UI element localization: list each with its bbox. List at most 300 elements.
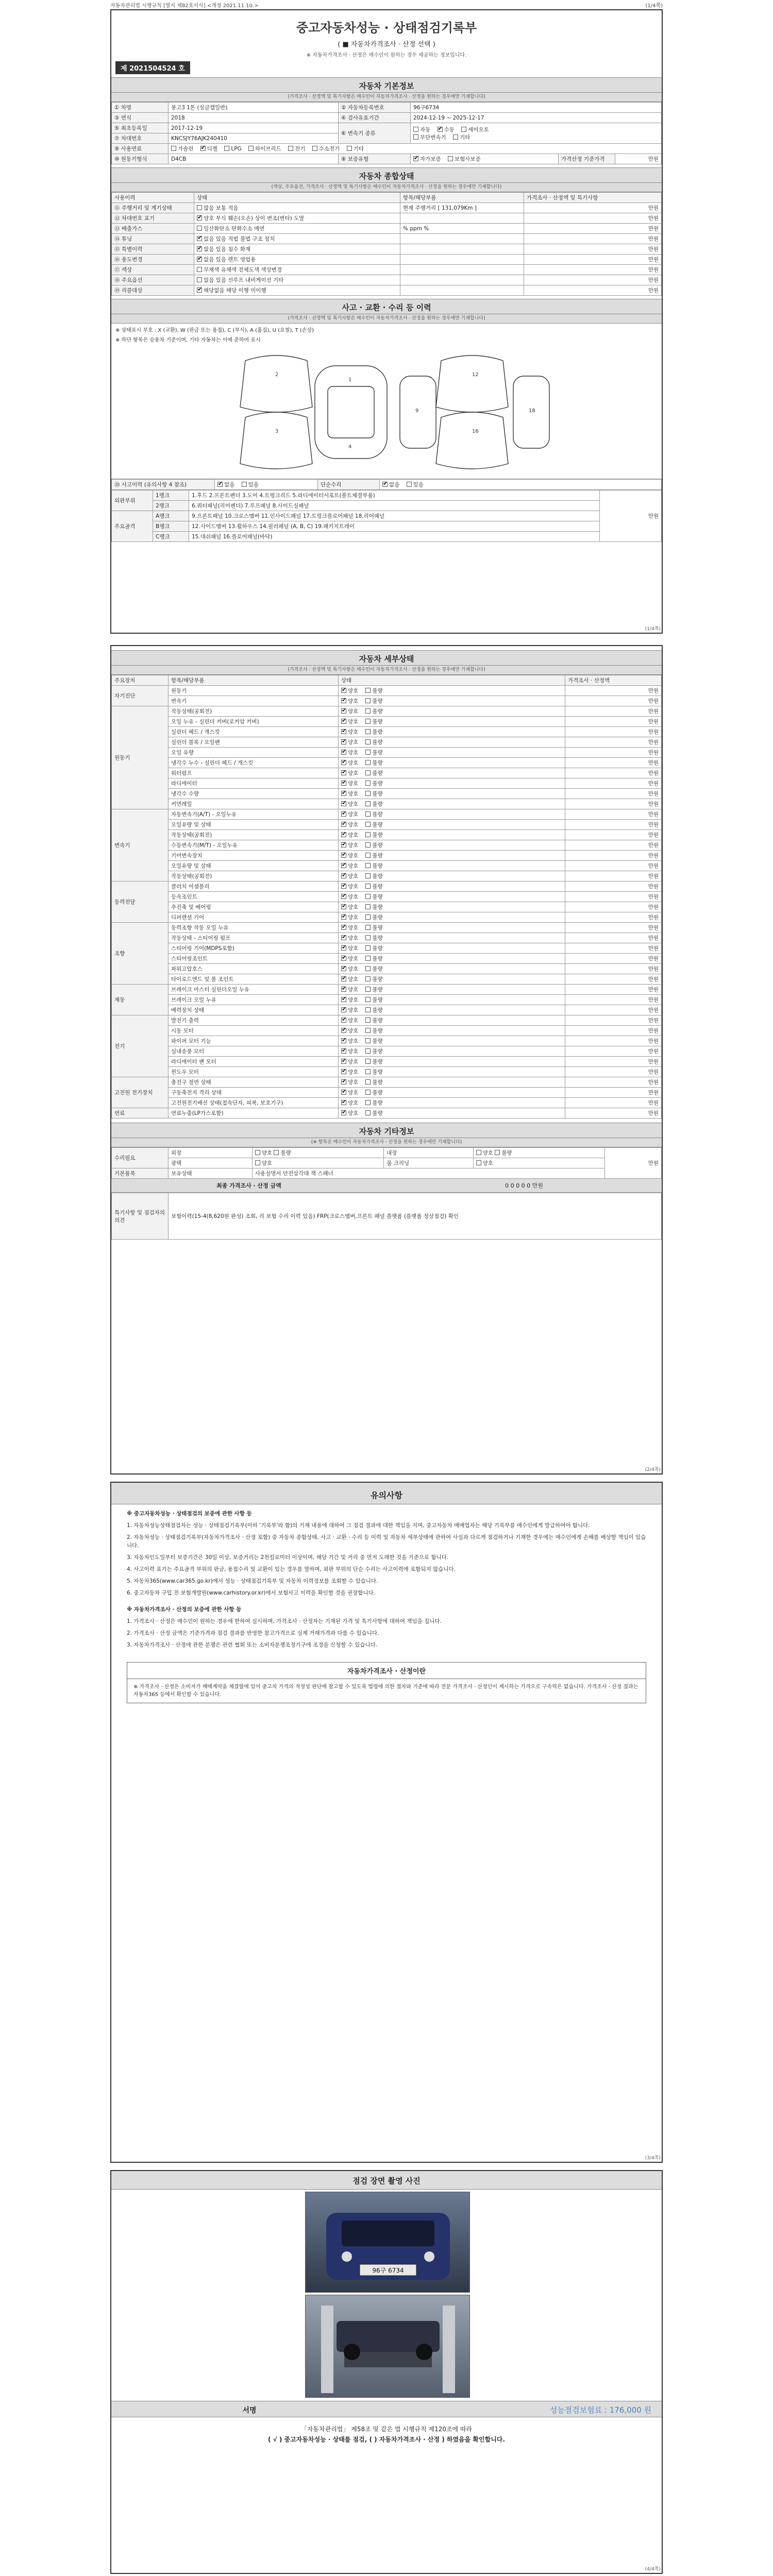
state-option-label: 불량 — [372, 801, 383, 807]
appraisal-unit: 만원 — [565, 686, 662, 696]
device-group-label: 전기 — [112, 1015, 169, 1077]
checkbox-icon[interactable] — [365, 956, 371, 961]
state-option-label: 양호 — [348, 1018, 359, 1024]
state-cell — [339, 758, 565, 768]
table-row — [112, 706, 662, 717]
col-usage: 사용이력 — [112, 193, 194, 203]
checkbox-icon[interactable] — [365, 791, 371, 796]
state-cell — [339, 851, 565, 861]
overall-status-table — [111, 192, 662, 296]
checkbox-icon[interactable] — [365, 1090, 371, 1095]
appraisal-unit: 만원 — [565, 1108, 662, 1118]
state-cell — [339, 995, 565, 1005]
part-label: 브레이크 마스터 실린더오일 누유 — [169, 985, 339, 995]
appraisal-definition-title: 자동차가격조사 · 산정이란 — [127, 1662, 646, 1679]
price-basis-label: 가격산정 기준가격 — [559, 154, 615, 164]
form-header — [110, 1, 663, 9]
state-option-label: 양호 — [348, 966, 359, 972]
checkbox-icon[interactable] — [365, 1038, 371, 1043]
checkbox-icon[interactable] — [312, 146, 317, 151]
state-option-label: 양호 — [348, 729, 359, 735]
checkbox-checked-icon[interactable] — [217, 482, 223, 487]
checkbox-checked-icon[interactable] — [341, 760, 346, 765]
state-option-label: 불량 — [372, 750, 383, 756]
svg-text:3: 3 — [275, 429, 279, 434]
checkbox-checked-icon[interactable] — [341, 1007, 346, 1012]
checkbox-checked-icon[interactable] — [341, 894, 346, 899]
part-label: 동력조향 작동 오일 누유 — [169, 923, 339, 933]
table-row — [112, 974, 662, 985]
appraisal-unit: 만원 — [565, 758, 662, 768]
accident-legend-2: ※ 하단 항목은 승용차 기준이며, 기타 자동차는 이에 준하여 표시 — [115, 337, 261, 343]
checkbox-icon[interactable] — [495, 1150, 500, 1155]
basic-info-table — [111, 102, 662, 164]
checkbox-icon[interactable] — [365, 842, 371, 848]
checkbox-icon[interactable] — [365, 945, 371, 951]
checkbox-icon[interactable] — [413, 127, 418, 132]
checkbox-icon[interactable] — [365, 750, 371, 755]
svg-text:4: 4 — [348, 444, 352, 450]
checkbox-icon[interactable] — [365, 914, 371, 920]
checkbox-icon[interactable] — [365, 925, 371, 930]
checkbox-icon[interactable] — [365, 801, 371, 806]
accident-history-note: (가격조사 · 산정액 및 특기사항은 매수인이 자동차가격조사 · 산정을 원하는 경우에만 기재합니다) — [111, 314, 662, 324]
appraisal-unit: 만원 — [565, 1057, 662, 1067]
appraisal-unit: 만원 — [565, 1046, 662, 1057]
special-notes-table — [111, 1193, 662, 1240]
part-label: 추진축 및 베어링 — [169, 902, 339, 912]
notice-paragraph: 3. 자동차가격조사 · 산정에 관한 분쟁은 관련 협회 또는 소비자분쟁조정기구에 조정을 신청할 수 있습니다. — [127, 1642, 378, 1648]
checkbox-checked-icon[interactable] — [341, 770, 346, 775]
checkbox-checked-icon[interactable] — [341, 853, 346, 858]
checkbox-checked-icon[interactable] — [341, 914, 346, 920]
checkbox-icon[interactable] — [197, 205, 202, 210]
reg-value: 96구6734 — [411, 103, 662, 113]
checkbox-checked-icon[interactable] — [341, 739, 346, 744]
plate-text: 96구 6734 — [372, 2267, 404, 2274]
accident-history-header: 사고 · 교환 · 수리 등 이력 — [111, 299, 662, 314]
checkbox-checked-icon[interactable] — [341, 1028, 346, 1033]
part-label: 라디에이터 팬 모터 — [169, 1057, 339, 1067]
checkbox-icon[interactable] — [453, 134, 458, 140]
appraisal-unit: 만원 — [565, 768, 662, 778]
checkbox-checked-icon[interactable] — [341, 1079, 346, 1084]
checkbox-icon[interactable] — [413, 134, 418, 140]
part-label: 고전원전기배선 상태(접속단자, 피복, 보호기구) — [169, 1098, 339, 1108]
appraisal-unit: 만원 — [565, 851, 662, 861]
insurance-fee: 성능점검보험료 : 176,000 원 — [549, 2405, 651, 2415]
car-front-photo — [306, 2192, 470, 2293]
checkbox-icon[interactable] — [365, 719, 371, 724]
checkbox-icon[interactable] — [248, 146, 254, 151]
col-state: 상태 — [339, 675, 565, 686]
checkbox-icon[interactable] — [365, 1028, 371, 1033]
checkbox-checked-icon[interactable] — [341, 1038, 346, 1043]
page-3 — [110, 1482, 663, 2163]
state-option-label: 불량 — [372, 914, 383, 921]
appraisal-unit: 만원 — [565, 840, 662, 851]
part-label: 변속기 — [169, 696, 339, 706]
page-title: 중고자동차성능 · 상태점검기록부 — [296, 21, 477, 35]
col-device: 주요장치 — [112, 675, 169, 686]
document-number: 제 2021504524 호 — [115, 61, 190, 74]
part-label: 브레이크 오일 누유 — [169, 995, 339, 1005]
checkbox-checked-icon[interactable] — [341, 966, 346, 971]
table-row: B랭크 12.사이드멤버 13.휠하우스 14.필러패널 (A, B, C) 19.패키지트레이 — [112, 521, 662, 532]
page-2 — [110, 645, 663, 1475]
svg-text:12: 12 — [472, 372, 479, 378]
state-option-label: 양호 — [348, 1069, 359, 1075]
part-label: 작동상태(공회전) — [169, 830, 339, 840]
table-row — [112, 758, 662, 768]
state-option-label: 양호 — [348, 956, 359, 962]
price-basis-unit: 만원 — [615, 154, 662, 164]
appraisal-unit: 만원 — [565, 954, 662, 964]
checkbox-icon[interactable] — [365, 873, 371, 878]
table-row: 수리필요 외장 양호 불량 내장 양호 불량 만원 — [112, 1148, 662, 1158]
checkbox-checked-icon[interactable] — [341, 791, 346, 796]
table-row — [112, 696, 662, 706]
checkbox-icon[interactable] — [365, 708, 371, 714]
state-option-label: 양호 — [348, 894, 359, 900]
part-label: 와이퍼 모터 기능 — [169, 1036, 339, 1046]
state-option-label: 불량 — [372, 925, 383, 931]
checkbox-icon[interactable] — [365, 822, 371, 827]
checkbox-checked-icon[interactable] — [197, 246, 202, 251]
etc-info-note: (※ 항목은 매수인이 자동차가격조사 · 산정을 원하는 경우에만 기재합니다) — [111, 1138, 662, 1147]
checkbox-icon[interactable] — [365, 1048, 371, 1054]
checkbox-icon[interactable] — [365, 698, 371, 703]
state-cell — [339, 768, 565, 778]
state-cell — [339, 1098, 565, 1108]
table-row: ⑱ 주요옵션 없음 있음 선루프 내비게이션 기타 만원 — [112, 275, 662, 285]
state-option-label: 불량 — [372, 811, 383, 818]
checkbox-icon[interactable] — [365, 1018, 371, 1023]
checkbox-icon[interactable] — [365, 1059, 371, 1064]
state-option-label: 양호 — [348, 987, 359, 993]
state-cell — [339, 1077, 565, 1088]
table-row — [112, 1067, 662, 1077]
state-cell — [339, 933, 565, 943]
part-label: 실린더 블록 / 오일팬 — [169, 737, 339, 748]
checkbox-icon[interactable] — [365, 1110, 371, 1115]
checkbox-icon[interactable] — [365, 811, 371, 817]
checkbox-checked-icon[interactable] — [341, 1069, 346, 1074]
state-cell — [339, 809, 565, 820]
device-group-label: 고전원 전기장치 — [112, 1077, 169, 1108]
state-cell — [339, 1026, 565, 1036]
part-label: 구동축전지 격리 상태 — [169, 1088, 339, 1098]
vin-label: ⑦ 차대번호 — [112, 133, 169, 144]
appraisal-unit: 만원 — [565, 882, 662, 892]
checkbox-checked-icon[interactable] — [341, 1018, 346, 1023]
checkbox-icon[interactable] — [407, 482, 412, 487]
state-option-label: 양호 — [348, 708, 359, 715]
table-row — [112, 943, 662, 954]
checkbox-icon[interactable] — [365, 976, 371, 981]
checkbox-icon[interactable] — [347, 146, 352, 151]
checkbox-icon[interactable] — [365, 1069, 371, 1074]
special-notes-value: 보험이력(15-4(8,620원 완성) 조회, 리 보험 수리 이력 있음) FRP(크로스멤버,프론트 패널 플랫폼 (플랫폼 정상점검) 확인 — [169, 1193, 662, 1240]
checkbox-checked-icon[interactable] — [341, 698, 346, 703]
col-part: 항목/해당부품 — [169, 675, 339, 686]
appraisal-unit: 만원 — [565, 696, 662, 706]
checkbox-checked-icon[interactable] — [341, 935, 346, 940]
checkbox-checked-icon[interactable] — [341, 925, 346, 930]
checkbox-checked-icon[interactable] — [197, 257, 202, 262]
part-label: 스티어링 기어(MDPS포함) — [169, 943, 339, 954]
state-option-label: 양호 — [348, 1079, 359, 1086]
confirmation-line-1: 「자동차관리법」 제58조 및 같은 법 시행규칙 제120조에 따라 — [300, 2426, 473, 2433]
state-option-label: 불량 — [372, 945, 383, 952]
part-label: 타이로드엔드 및 볼 조인트 — [169, 974, 339, 985]
period-label: ④ 검사유효기간 — [339, 113, 411, 123]
checkbox-icon[interactable] — [197, 226, 202, 231]
table-row — [112, 851, 662, 861]
state-option-label: 불량 — [372, 1079, 383, 1086]
checkbox-icon[interactable] — [224, 146, 229, 151]
checkbox-checked-icon[interactable] — [341, 997, 346, 1002]
checkbox-icon[interactable] — [365, 1100, 371, 1105]
part-label: 충전구 절연 상태 — [169, 1077, 339, 1088]
state-option-label: 불량 — [372, 729, 383, 735]
part-label: 작동상태(공회전) — [169, 706, 339, 717]
state-option-label: 양호 — [348, 832, 359, 838]
state-option-label: 불량 — [372, 842, 383, 849]
checkbox-checked-icon[interactable] — [341, 1059, 346, 1064]
svg-text:16: 16 — [472, 429, 479, 434]
checkbox-checked-icon[interactable] — [341, 1090, 346, 1095]
checkbox-icon[interactable] — [242, 482, 247, 487]
appraisal-unit: 만원 — [565, 1015, 662, 1026]
part-label: 오일유량 및 상태 — [169, 861, 339, 871]
checkbox-checked-icon[interactable] — [341, 719, 346, 724]
checkbox-icon[interactable] — [365, 987, 371, 992]
part-label: 클러치 어셈블리 — [169, 882, 339, 892]
state-option-label: 양호 — [348, 1110, 359, 1116]
checkbox-icon[interactable] — [274, 1150, 279, 1155]
notice-title: 유의사항 — [111, 1483, 662, 1504]
checkbox-icon[interactable] — [365, 884, 371, 889]
etc-info-header: 자동차 기타정보 — [111, 1123, 662, 1138]
signature-label: 서명 — [242, 2406, 257, 2415]
state-cell — [339, 1057, 565, 1067]
checkbox-checked-icon[interactable] — [382, 482, 388, 487]
checkbox-icon[interactable] — [476, 1150, 481, 1155]
basic-info-header: 자동차 기본정보 — [111, 77, 662, 93]
status-cell: 일산화탄소 탄화수소 매연 — [194, 224, 400, 234]
table-row — [112, 912, 662, 923]
form-header-left: 자동차관리법 시행규칙 [별지 제82호서식] <개정 2021.11.10.> — [110, 3, 259, 9]
final-appraisal-value: 0 0 0 0 0 만원 — [386, 1179, 662, 1192]
checkbox-checked-icon[interactable] — [438, 127, 443, 132]
state-option-label: 양호 — [348, 873, 359, 879]
year-label: ③ 연식 — [112, 113, 169, 123]
appraisal-unit: 만원 — [565, 933, 662, 943]
checkbox-icon[interactable] — [365, 853, 371, 858]
frame-label: 주요골격 — [112, 511, 153, 542]
part-label: 발전기 출력 — [169, 1015, 339, 1026]
vin-value: KNCSJY76AJK240410 — [169, 133, 339, 144]
checkbox-icon[interactable] — [461, 127, 466, 132]
checkbox-checked-icon[interactable] — [341, 842, 346, 848]
state-cell — [339, 727, 565, 737]
state-option-label: 불량 — [372, 1007, 383, 1013]
table-row: ⑫ 차대번호 표기 ✔ 양호 부식 훼손(오손) 상이 변조(변타) 도말 만원 — [112, 213, 662, 224]
checkbox-checked-icon[interactable] — [341, 750, 346, 755]
checkbox-icon[interactable] — [365, 894, 371, 899]
checkbox-icon[interactable] — [255, 1150, 260, 1155]
signature-row — [111, 2401, 662, 2417]
table-row — [112, 882, 662, 892]
table-row — [112, 717, 662, 727]
checkbox-icon[interactable] — [365, 863, 371, 868]
checkbox-icon[interactable] — [365, 966, 371, 971]
checkbox-icon[interactable] — [365, 729, 371, 734]
part-label: 시동 모터 — [169, 1026, 339, 1036]
state-cell — [339, 1005, 565, 1015]
state-option-label: 양호 — [348, 1048, 359, 1055]
state-option-label: 양호 — [348, 698, 359, 704]
checkbox-icon[interactable] — [365, 781, 371, 786]
appraisal-unit: 만원 — [565, 923, 662, 933]
checkbox-checked-icon[interactable] — [341, 832, 346, 837]
checkbox-icon[interactable] — [476, 1160, 481, 1165]
state-option-label: 양호 — [348, 1028, 359, 1034]
checkbox-checked-icon[interactable] — [341, 976, 346, 981]
checkbox-icon[interactable] — [255, 1160, 260, 1165]
checkbox-checked-icon[interactable] — [197, 215, 202, 221]
state-cell — [339, 943, 565, 954]
checkbox-checked-icon[interactable] — [341, 729, 346, 734]
col-status: 상태 — [194, 193, 400, 203]
notice-paragraph: 1. 자동차성능상태점검자는 성능 · 상태점검기록부(이하 '기록부'라 함)의 기재 내용에 대하여 그 점검 결과에 대한 책임을 지며, 중고자동차 매매업자는 해당 기록부를 매수인에게 발급하여야 합니다. — [127, 1522, 590, 1529]
state-option-label: 양호 — [348, 997, 359, 1003]
checkbox-checked-icon[interactable] — [341, 945, 346, 951]
checkbox-icon[interactable] — [365, 1007, 371, 1012]
notice-paragraph: 4. 사고이력 표기는 주요골격 부위의 판금, 용접수리 및 교환이 있는 경우를 말하며, 외판 부위의 단순 수리는 사고이력에 포함되지 않습니다. — [127, 1566, 456, 1572]
checkbox-icon[interactable] — [365, 935, 371, 940]
checkbox-checked-icon[interactable] — [200, 146, 206, 151]
table-row: ⑲ 리콜대상 ✔ 해당없음 해당 이행 미이행 만원 — [112, 285, 662, 296]
part-rank-table — [111, 490, 662, 542]
part-label: 파워고압호스 — [169, 964, 339, 974]
basic-info-note: (가격조사 · 산정액 및 특기사항은 매수인이 자동차가격조사 · 산정을 원하는 경우에만 기재합니다) — [111, 93, 662, 102]
state-option-label: 불량 — [372, 863, 383, 869]
device-group-label: 동력전달 — [112, 882, 169, 923]
checkbox-checked-icon[interactable] — [341, 688, 346, 693]
checkbox-icon[interactable] — [197, 267, 202, 272]
confirmation-line-2: ( √ ) 중고자동차성능 · 상태를 점검, ( ) 자동차가격조사 · 산정 ) 하였음을 확인합니다. — [268, 2436, 505, 2443]
simple-repair-label: 단순수리 — [318, 480, 380, 490]
appraisal-unit: 만원 — [565, 830, 662, 840]
state-option-label: 불량 — [372, 873, 383, 879]
state-cell — [339, 882, 565, 892]
state-option-label: 양호 — [348, 801, 359, 807]
checkbox-icon[interactable] — [365, 832, 371, 837]
checkbox-icon[interactable] — [288, 146, 293, 151]
table-row: 기본품목 보유상태 사용설명서 안전삼각대 잭 스패너 — [112, 1168, 662, 1179]
state-cell — [339, 923, 565, 933]
first-reg-value: 2017-12-19 — [169, 123, 339, 133]
appraisal-unit: 만원 — [565, 778, 662, 789]
checkbox-checked-icon[interactable] — [341, 811, 346, 817]
table-row — [112, 809, 662, 820]
table-row — [112, 871, 662, 882]
table-row — [112, 923, 662, 933]
table-row: C랭크 15.대쉬패널 16.플로어패널(바닥) — [112, 532, 662, 542]
checkbox-checked-icon[interactable] — [413, 156, 418, 161]
table-row: ⑮ 특별이력 ✔ 없음 있음 침수 화재 만원 — [112, 244, 662, 255]
checkbox-checked-icon[interactable] — [341, 987, 346, 992]
table-row — [112, 820, 662, 830]
state-option-label: 불량 — [372, 997, 383, 1003]
part-label: 냉각수 수량 — [169, 789, 339, 799]
table-row: ⑯ 용도변경 ✔ 없음 있음 렌트 영업용 만원 — [112, 255, 662, 265]
checkbox-icon[interactable] — [365, 688, 371, 693]
part-label: 원동기 — [169, 686, 339, 696]
fuel-label: ⑨ 사용연료 — [112, 144, 169, 154]
part-label: 배력장치 상태 — [169, 1005, 339, 1015]
outer-label: 외판부위 — [112, 490, 153, 511]
table-row: 광택 양호 룸 크리닝 양호 — [112, 1158, 662, 1168]
checkbox-checked-icon[interactable] — [197, 287, 202, 293]
notice-section-2: ※ 자동차가격조사 · 산정의 보증에 관한 사항 등 — [127, 1606, 242, 1613]
checkbox-icon[interactable] — [365, 760, 371, 765]
part-label: 작동상태(공회전) — [169, 871, 339, 882]
appraisal-unit: 만원 — [565, 902, 662, 912]
checkbox-icon[interactable] — [171, 146, 176, 151]
checkbox-icon[interactable] — [197, 277, 202, 282]
checkbox-checked-icon[interactable] — [341, 904, 346, 909]
state-option-label: 불량 — [372, 1090, 383, 1096]
table-row — [112, 1088, 662, 1098]
checkbox-checked-icon[interactable] — [341, 822, 346, 827]
checkbox-checked-icon[interactable] — [341, 801, 346, 806]
checkbox-checked-icon[interactable] — [341, 1100, 346, 1105]
appraisal-unit: 만원 — [565, 727, 662, 737]
state-option-label: 불량 — [372, 698, 383, 704]
checkbox-checked-icon[interactable] — [341, 708, 346, 714]
table-row: ⑰ 색상 무채색 유채색 전체도색 색상변경 만원 — [112, 265, 662, 275]
device-group-label: 변속기 — [112, 809, 169, 882]
checkbox-icon[interactable] — [365, 739, 371, 744]
checkbox-checked-icon[interactable] — [341, 873, 346, 878]
detail-status-header: 자동차 세부상태 — [111, 650, 662, 666]
table-row — [112, 954, 662, 964]
checkbox-icon[interactable] — [365, 1079, 371, 1084]
checkbox-icon[interactable] — [365, 904, 371, 909]
checkbox-icon[interactable] — [365, 997, 371, 1002]
checkbox-icon[interactable] — [448, 156, 453, 161]
table-row — [112, 995, 662, 1005]
checkbox-checked-icon[interactable] — [197, 236, 202, 241]
checkbox-icon[interactable] — [365, 770, 371, 775]
page-note: ※ 자동차가격조사 · 산정은 매수인이 원하는 경우 제공하는 정보입니다. — [306, 53, 467, 58]
checkbox-checked-icon[interactable] — [341, 781, 346, 786]
car-outline-diagram — [111, 345, 662, 479]
table-row — [112, 1057, 662, 1067]
checkbox-checked-icon[interactable] — [341, 884, 346, 889]
car-on-lift-photo — [306, 2295, 470, 2398]
state-cell — [339, 820, 565, 830]
checkbox-checked-icon[interactable] — [341, 956, 346, 961]
checkbox-checked-icon[interactable] — [341, 1110, 346, 1115]
checkbox-checked-icon[interactable] — [341, 1048, 346, 1054]
appraisal-unit: 만원 — [565, 820, 662, 830]
checkbox-checked-icon[interactable] — [341, 863, 346, 868]
appraisal-unit: 만원 — [565, 1005, 662, 1015]
